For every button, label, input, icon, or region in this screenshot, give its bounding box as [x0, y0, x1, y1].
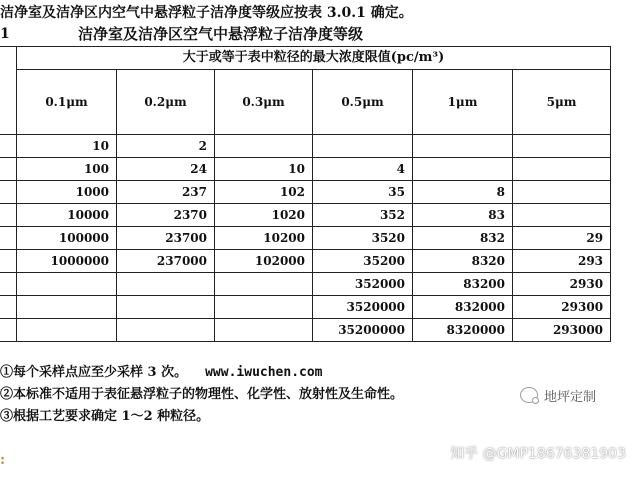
table-row [0, 250, 611, 273]
concentration-cell [413, 158, 513, 181]
class-cell [0, 319, 17, 342]
concentration-cell [17, 296, 117, 319]
concentration-cell: 352 [313, 204, 413, 227]
concentration-cell: 2930 [513, 273, 611, 296]
concentration-cell: 102000 [215, 250, 313, 273]
class-cell [0, 135, 17, 158]
concentration-cell: 35200 [313, 250, 413, 273]
size-header: 0.3μm [215, 70, 313, 135]
table-row [0, 273, 611, 296]
concentration-cell: 100000 [17, 227, 117, 250]
site-url: www.iwuchen.com [205, 365, 323, 380]
concentration-cell [215, 319, 313, 342]
concentration-cell [17, 319, 117, 342]
table-body [0, 135, 611, 342]
concentration-cell: 29300 [513, 296, 611, 319]
concentration-cell [413, 135, 513, 158]
table-row [0, 227, 611, 250]
concentration-cell [117, 273, 215, 296]
concentration-cell: 293000 [513, 319, 611, 342]
table-row [0, 296, 611, 319]
concentration-cell [117, 319, 215, 342]
concentration-cell [513, 204, 611, 227]
table-row [0, 135, 611, 158]
concentration-cell [215, 273, 313, 296]
concentration-cell: 10200 [215, 227, 313, 250]
concentration-cell [313, 135, 413, 158]
note-text: ②本标准不适用于表征悬浮粒子的物理性、化学性、放射性及生命性。 [0, 387, 404, 402]
concentration-cell: 237000 [117, 250, 215, 273]
size-header: 0.5μm [313, 70, 413, 135]
table-row [0, 158, 611, 181]
size-header: 5μm [513, 70, 611, 135]
concentration-cell [17, 273, 117, 296]
concentration-cell: 83200 [413, 273, 513, 296]
concentration-cell: 8 [413, 181, 513, 204]
intro-text: 洁净室及洁净区内空气中悬浮粒子洁净度等级应按表 3.0.1 确定。 [0, 5, 413, 21]
size-header: 0.1μm [17, 70, 117, 135]
concentration-cell: 29 [513, 227, 611, 250]
concentration-header: 大于或等于表中粒径的最大浓度限值(pc/m³) [17, 47, 611, 70]
concentration-cell: 3520000 [313, 296, 413, 319]
particle-size-header-row [0, 70, 611, 135]
class-cell [0, 273, 17, 296]
concentration-cell: 1000000 [17, 250, 117, 273]
table-header-row [0, 47, 611, 70]
concentration-cell: 1020 [215, 204, 313, 227]
watermark: 知乎 @GMP18676381903 [450, 446, 626, 462]
concentration-cell: 4 [313, 158, 413, 181]
table-caption [0, 24, 640, 44]
concentration-cell: 100 [17, 158, 117, 181]
concentration-cell [215, 296, 313, 319]
class-header [0, 47, 17, 135]
size-header: 1μm [413, 70, 513, 135]
note-item [0, 362, 640, 384]
concentration-cell [513, 158, 611, 181]
note-text: ①每个采样点应至少采样 3 次。 [0, 365, 188, 380]
table-title: 洁净室及洁净区空气中悬浮粒子洁净度等级 [78, 25, 364, 43]
concentration-cell: 832 [413, 227, 513, 250]
concentration-cell: 832000 [413, 296, 513, 319]
concentration-cell: 8320000 [413, 319, 513, 342]
class-cell [0, 296, 17, 319]
concentration-cell: 352000 [313, 273, 413, 296]
concentration-cell: 83 [413, 204, 513, 227]
table-row [0, 181, 611, 204]
concentration-cell: 10 [17, 135, 117, 158]
concentration-cell: 293 [513, 250, 611, 273]
concentration-cell: 2 [117, 135, 215, 158]
concentration-cell: 2370 [117, 204, 215, 227]
class-cell [0, 158, 17, 181]
concentration-cell: 35200000 [313, 319, 413, 342]
brand-label: 地坪定制 [544, 389, 597, 405]
concentration-cell: 3520 [313, 227, 413, 250]
concentration-cell [513, 181, 611, 204]
concentration-cell: 35 [313, 181, 413, 204]
concentration-cell: 1000 [17, 181, 117, 204]
class-cell [0, 227, 17, 250]
concentration-cell: 237 [117, 181, 215, 204]
table-row [0, 319, 611, 342]
class-cell [0, 250, 17, 273]
concentration-cell: 23700 [117, 227, 215, 250]
table-number: 1 [0, 26, 10, 42]
cleanliness-table [0, 46, 611, 342]
class-cell [0, 181, 17, 204]
concentration-cell: 8320 [413, 250, 513, 273]
concentration-cell [215, 135, 313, 158]
concentration-cell [513, 135, 611, 158]
note-text: ③根据工艺要求确定 1～2 种粒径。 [0, 409, 210, 424]
note-item [0, 406, 640, 428]
size-header: 0.2μm [117, 70, 215, 135]
concentration-cell [117, 296, 215, 319]
class-cell [0, 204, 17, 227]
concentration-cell: 24 [117, 158, 215, 181]
concentration-cell: 102 [215, 181, 313, 204]
brand-badge [516, 384, 600, 406]
concentration-cell: 10000 [17, 204, 117, 227]
tail-mark: : [0, 452, 6, 468]
concentration-cell: 10 [215, 158, 313, 181]
wechat-icon [520, 387, 538, 403]
table-row [0, 204, 611, 227]
